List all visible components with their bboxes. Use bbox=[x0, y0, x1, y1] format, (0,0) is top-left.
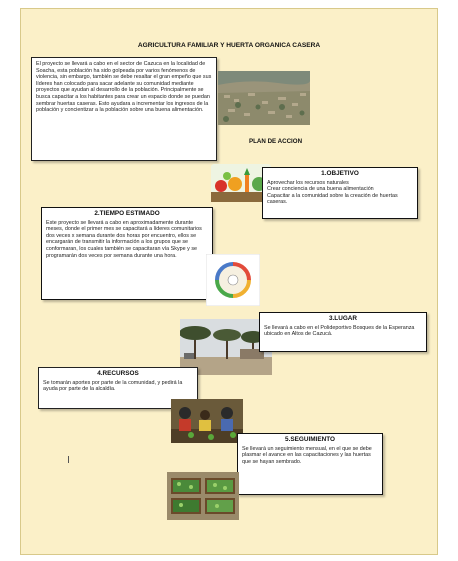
seguimiento-text: Se llevará un seguimiento mensual, en el que se debe plasmar el avance en las capacitaciones y las huertas que se hayan sembrado. bbox=[242, 445, 372, 465]
objetivo-line-3: Capacitar a la comunidad sobre la creación de huertas caseras. bbox=[267, 192, 398, 206]
intro-box bbox=[31, 57, 217, 161]
document-title: AGRICULTURA FAMILIAR Y HUERTA ORGANICA CASERA bbox=[137, 42, 321, 49]
objetivo-line-1: Aprovechar los recursos naturales bbox=[267, 179, 349, 186]
lugar-text: Se llevará a cabo en el Polideportivo Bosques de la Esperanza ubicado en Altos de Cazucá. bbox=[264, 324, 415, 338]
tiempo-text: Este proyecto se llevará a cabo en aproximadamente durante meses, donde el primer mes se capacitará a líderes comunitarios dos veces x semana durante dos horas por encuentro, ellos se encargarán de transmitir la información a los grupos que se conformaran, los cuales también se capacitaran vía Skype y se programarán dos veces por semana durante una hora. bbox=[46, 219, 202, 259]
plan-heading: PLAN DE ACCION bbox=[249, 138, 303, 145]
tiempo-box bbox=[41, 207, 213, 300]
recursos-heading: 4.RECURSOS bbox=[97, 370, 139, 377]
lugar-box bbox=[259, 312, 427, 352]
document-page bbox=[20, 8, 438, 555]
lugar-heading: 3.LUGAR bbox=[328, 315, 358, 322]
intro-text: El proyecto se llevará a cabo en el sector de Cazuca en la localidad de Soacha, esta población ha sido golpeada por varios fenómenos de violencia, sin embargo, también se debe resaltar el gran empeño que sus líderes han colocado para sacar adelante su comunidad mediante proyectos que ayudan al desarrollo de la población. Principalmente se busca capacitar a los habitantes para crear un espacio donde se puedan sembrar huertas caseras. Esto ayudara a incrementar los ingresos de la población y concientizar a la población sobre una buena alimentación. bbox=[36, 61, 212, 114]
objetivo-line-2: Crear conciencia de una buena alimentación bbox=[267, 186, 374, 193]
objetivo-heading: 1.OBJETIVO bbox=[321, 170, 359, 177]
objetivo-box bbox=[262, 167, 418, 219]
tiempo-heading: 2.TIEMPO ESTIMADO bbox=[94, 210, 160, 217]
seguimiento-box bbox=[237, 433, 383, 495]
garden-beds-photo bbox=[167, 472, 239, 520]
people-planting-photo bbox=[171, 399, 243, 443]
text-cursor bbox=[68, 456, 69, 463]
seguimiento-heading: 5.SEGUIMIENTO bbox=[285, 436, 335, 443]
recursos-text: Se tomarán aportes por parte de la comunidad, y pedirá la ayuda por parte de la alcaldía. bbox=[43, 379, 183, 393]
healthy-food-wheel-image bbox=[206, 254, 260, 306]
aerial-photo bbox=[218, 71, 310, 125]
